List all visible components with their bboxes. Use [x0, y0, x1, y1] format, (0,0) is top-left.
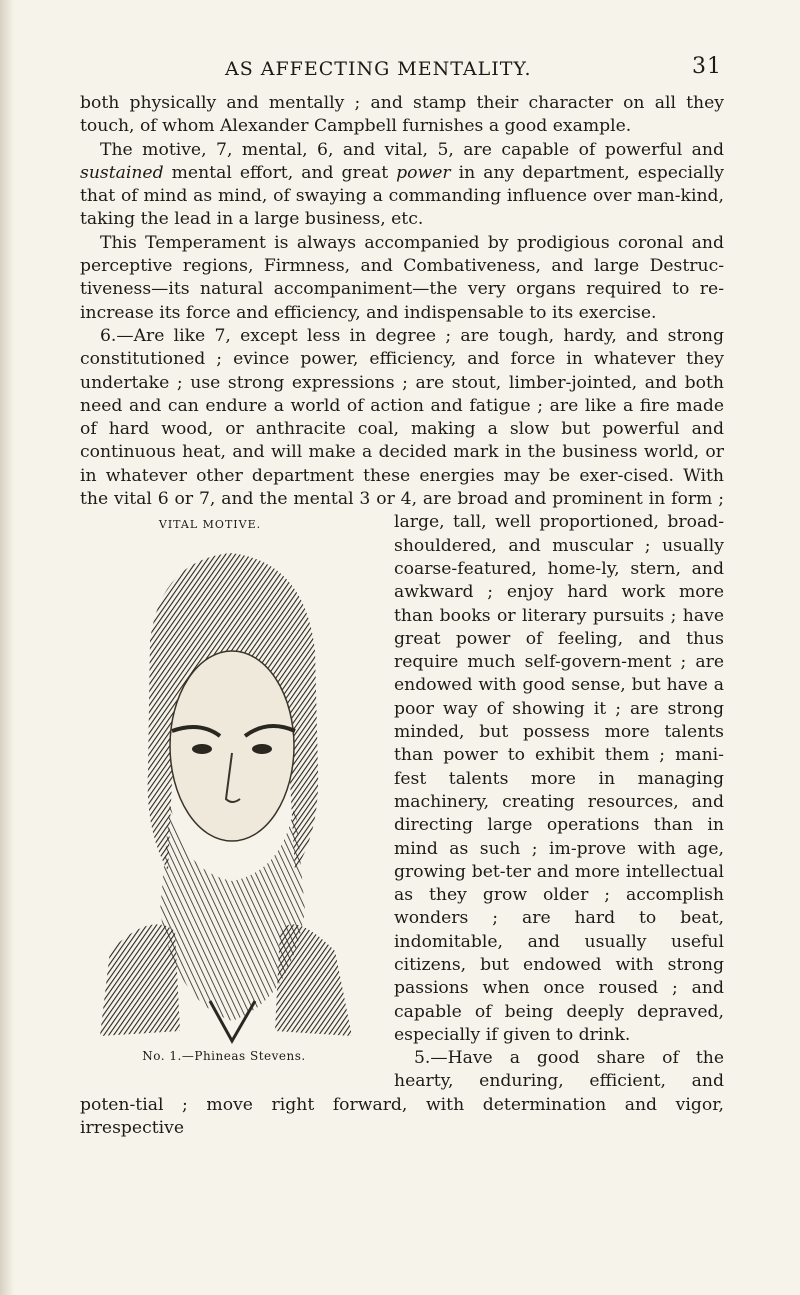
portrait-figure: [80, 513, 380, 1085]
paragraph-4: 6.—Are like 7, except less in degree ; are tough, hardy, and strong constitutioned ; evince power, efficiency, and force in whatever they undertake ; use strong expressions ; are stout, limber-jointed, and both need and can endure a world of action and fatigue ; are like a fire made of hard wood, or anthracite coal, making a slow but powerful and continuous heat, and will make a decided mark in the business world, or in whatever other department these energies may be exer-cised. With the vital 6 or 7, and the mental 3 or 4, are broad and VITAL MOTIVE. No. 1.—Phineas Stevens. prominent in form ; large, tall, well proportioned, broad-shouldered, and muscular ; usually coarse-featured, home-ly, stern, and awkward ; enjoy hard work more than books or literary pursuits ; have great power of feeling, and thus require much self-govern-ment ; are endowed with good sense, but have a poor way of showing it ; are strong minded, but possess more talents than power to exhibit them ; mani-fest talents more in managing machinery, creating resources, and directing large operations than in mind as such ; im-prove with age, growing bet-ter and more intellectual as they grow older ; accomplish wonders ; are hard to beat, indomitable, and usually useful citizens, but endowed with strong passions when once roused ; and capable of being deeply depraved, especially if given to drink.: [80, 325, 724, 1047]
page-header: [80, 54, 722, 84]
page-number: 31: [692, 54, 722, 79]
figure-title: VITAL MOTIVE.: [158, 518, 262, 532]
figure-caption: No. 1.—Phineas Stevens.: [142, 1049, 306, 1064]
portrait-engraving-icon: [90, 531, 355, 1051]
paragraph-2: The motive, 7, mental, 6, and vital, 5, are capable of powerful and sustained mental effort, and great power in any department, especially that of mind as mind, of swaying a commanding influence over man-kind, taking the lead in a large business, etc.: [80, 139, 724, 230]
running-head: AS AFFECTING MENTALITY.: [225, 58, 532, 80]
body-text: [80, 92, 724, 1140]
paragraph-3: This Temperament is always accompanied by prodigious coronal and perceptive regions, Firmness, and Combativeness, and large Destruc-tiveness—its natural accompaniment—the very organs required to re-increase its force and efficiency, and indispensable to its exercise.: [80, 232, 724, 323]
paragraph-5: 5.—Have a good share of the hearty, enduring, efficient, and poten-tial ; move right forward, with determination and vigor, irrespective: [80, 1048, 724, 1139]
paragraph-1: both physically and mentally ; and stamp their character on all they touch, of whom Alexander Campbell furnishes a good example.: [80, 93, 724, 137]
page-gutter-shadow: [0, 0, 14, 1295]
